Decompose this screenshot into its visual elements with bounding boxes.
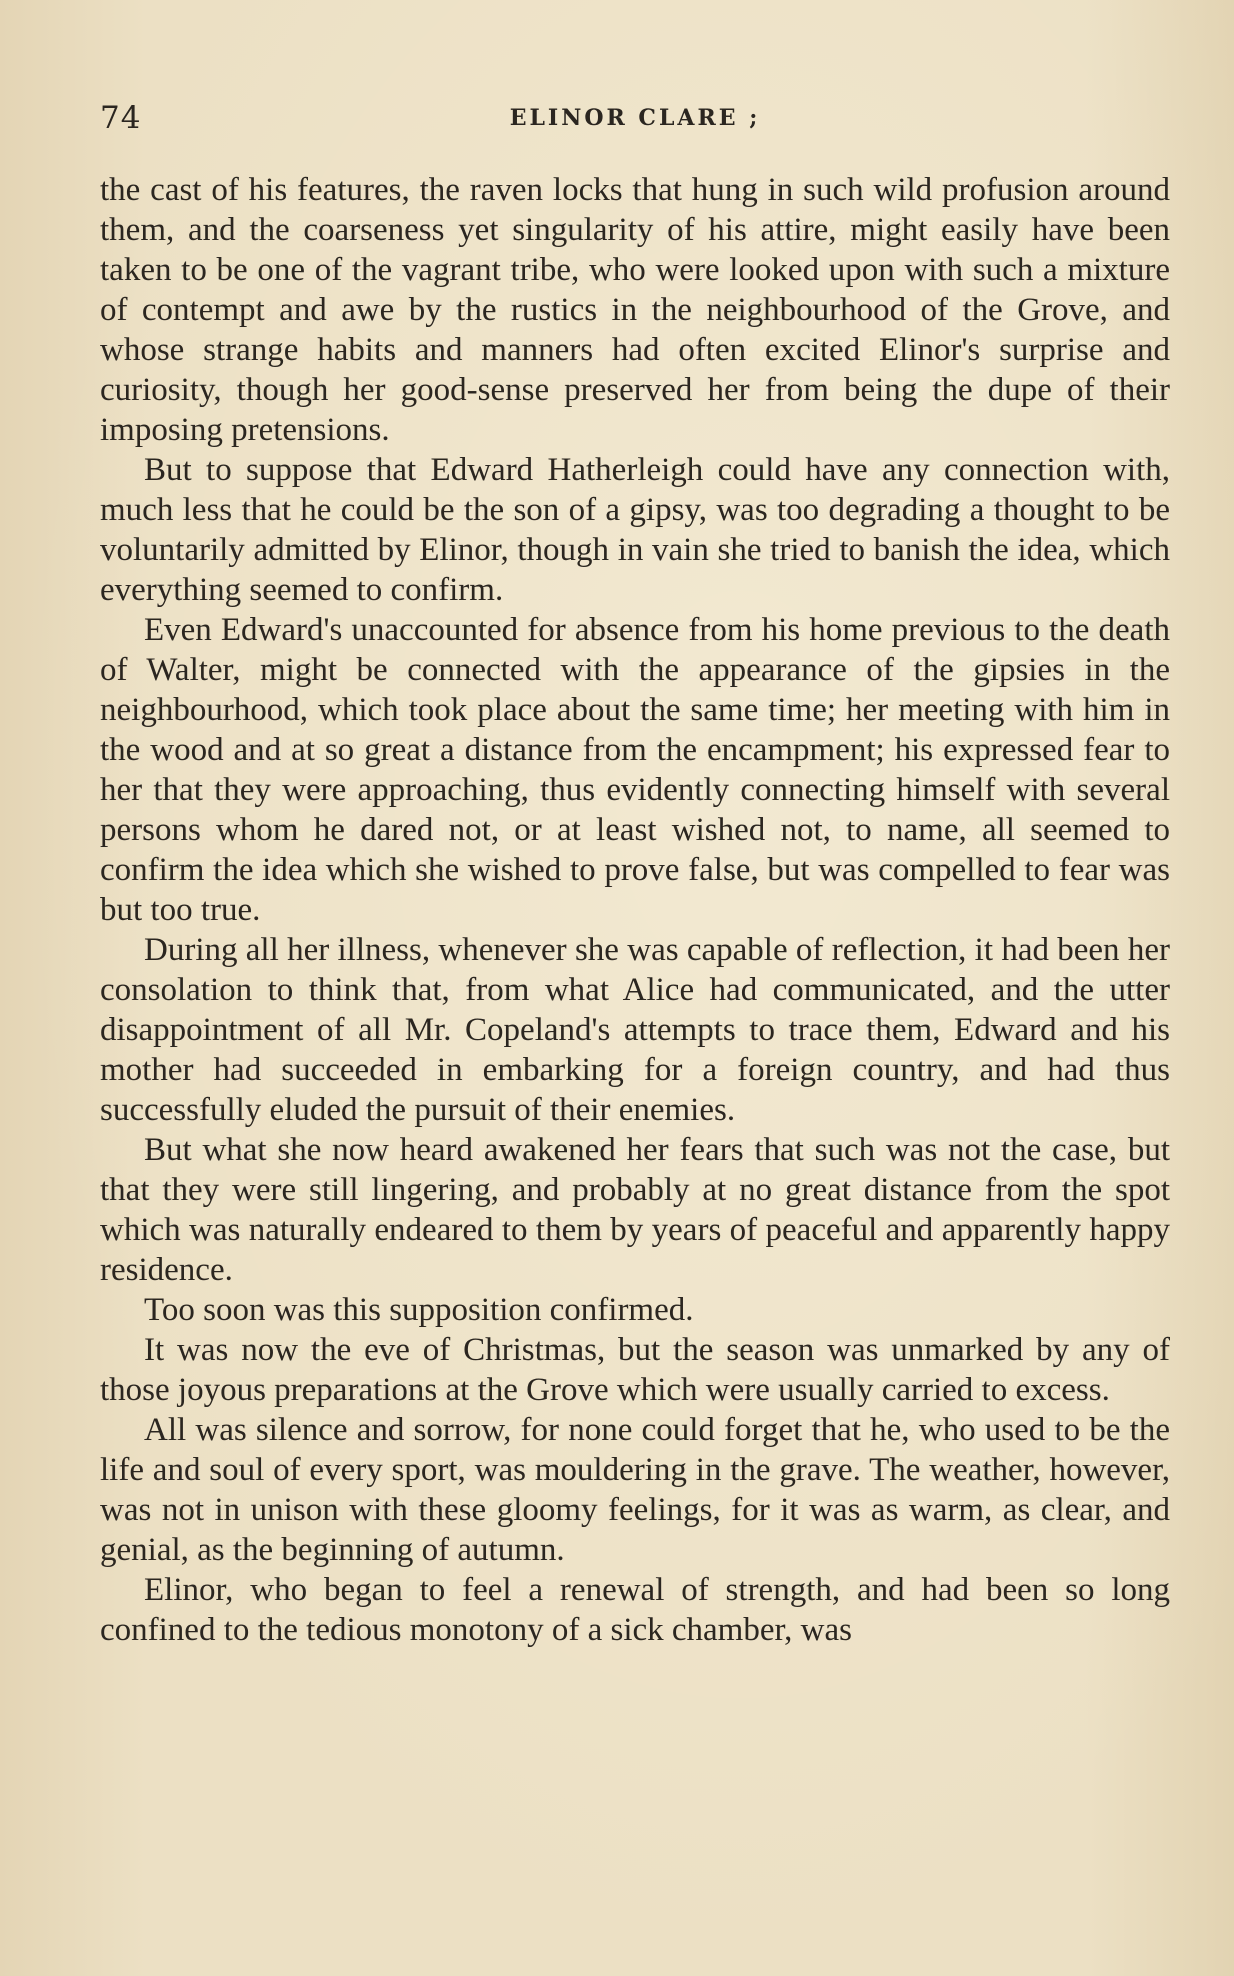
paragraph-2: But to suppose that Edward Hatherleigh could have any connection with, much less that he could be the son of a gipsy, was too degrading a thought to be voluntarily admitted by Elinor, though in vain she tried to banish the idea, which everything seemed to confirm.: [100, 452, 1170, 608]
running-head: [100, 96, 1170, 140]
paragraph-7: It was now the eve of Christmas, but the season was unmarked by any of those joyous preparations at the Grove which were usually carried to excess.: [100, 1332, 1170, 1408]
page-number: 74: [100, 100, 142, 136]
paragraph-3: Even Edward's unaccounted for absence from his home previous to the death of Walter, might be connected with the appearance of the gipsies in the neighbourhood, which took place about the same time; her meeting with him in the wood and at so great a distance from the encampment; his expressed fear to her that they were approaching, thus evidently connecting himself with several persons whom he dared not, or at least wished not, to name, all seemed to confirm the idea which she wished to prove false, but was compelled to fear was but too true.: [100, 612, 1170, 928]
body-text: [100, 170, 1170, 1650]
paragraph-1: the cast of his features, the raven locks that hung in such wild profusion around them, and the coarseness yet singularity of his attire, might easily have been taken to be one of the vagrant tribe, who were looked upon with such a mixture of contempt and awe by the rustics in the neighbourhood of the Grove, and whose strange habits and manners had often excited Elinor's surprise and curiosity, though her good-sense preserved her from being the dupe of their imposing pretensions.: [100, 172, 1170, 448]
paragraph-8: All was silence and sorrow, for none could forget that he, who used to be the life and soul of every sport, was mouldering in the grave. The weather, however, was not in unison with these gloomy feelings, for it was as warm, as clear, and genial, as the beginning of autumn.: [100, 1412, 1170, 1568]
paragraph-5: But what she now heard awakened her fears that such was not the case, but that they were still lingering, and probably at no great distance from the spot which was naturally endeared to them by years of peaceful and apparently happy residence.: [100, 1132, 1170, 1288]
paragraph-9: Elinor, who began to feel a renewal of strength, and had been so long confined to the tedious monotony of a sick chamber, was: [100, 1572, 1170, 1648]
paragraph-6: Too soon was this supposition confirmed.: [144, 1292, 694, 1328]
paragraph-4: During all her illness, whenever she was capable of reflection, it had been her consolation to think that, from what Alice had communicated, and the utter disappointment of all Mr. Copeland's attempts to trace them, Edward and his mother had succeeded in embarking for a foreign country, and had thus successfully eluded the pursuit of their enemies.: [100, 932, 1170, 1128]
running-title: ELINOR CLARE ;: [509, 105, 761, 131]
